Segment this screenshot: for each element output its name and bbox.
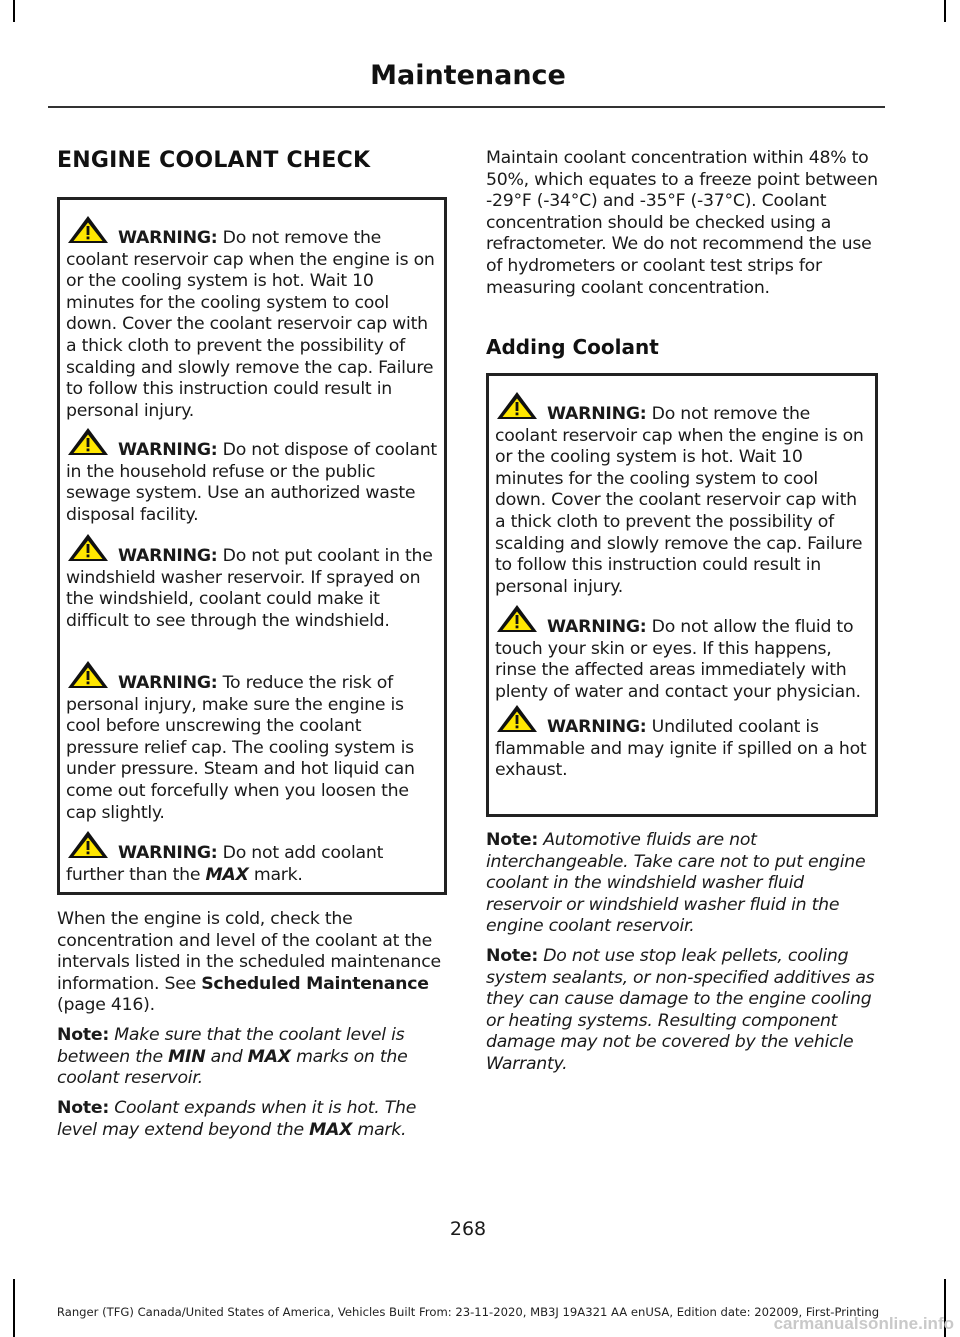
warning-triangle-icon: [66, 532, 110, 563]
page-number: 268: [449, 1218, 487, 1240]
warning-item: [60, 426, 444, 526]
warning-item: [60, 214, 444, 422]
note-text: Make sure that the coolant level is between the: [57, 1025, 405, 1067]
note-text: and: [205, 1046, 248, 1067]
watermark: carmanualsonline.info: [773, 1314, 954, 1333]
warning-triangle-icon: [495, 390, 539, 421]
warning-label: WARNING:: [547, 404, 647, 424]
max-mark-term: MAX: [247, 1046, 291, 1067]
warning-triangle-icon: [66, 659, 110, 690]
warning-item: [489, 390, 875, 598]
page-header-title: Maintenance: [370, 60, 566, 91]
max-mark-term: MAX: [309, 1119, 353, 1140]
note-text: Coolant expands when it is hot. The level may extend beyond the: [57, 1098, 417, 1140]
page-reference: (page 416).: [57, 995, 155, 1016]
scheduled-maintenance-link[interactable]: Scheduled Maintenance: [201, 973, 429, 994]
warning-text: Do not put coolant in the windshield washer reservoir. If sprayed on the windshield, coolant could make it difficult to see through the windshield.: [66, 546, 433, 631]
warning-text: Do not add coolant further than the: [66, 843, 384, 885]
warning-item: [489, 603, 875, 703]
note-stop-leak: [486, 946, 878, 1076]
warning-label: WARNING:: [118, 546, 218, 566]
warning-triangle-icon: [495, 703, 539, 734]
note-text: mark.: [352, 1119, 407, 1140]
warning-item: [60, 659, 444, 824]
min-mark-term: MIN: [168, 1046, 206, 1067]
warning-text: Do not remove the coolant reservoir cap when the engine is on or the cooling system is hot. Wait 10 minutes for the cooling system to cool down. Cover the coolant reservoir cap with a thick cloth to prevent the possibility of scalding and slowly remove the cap. Failure to follow this instruction could result in personal injury.: [66, 228, 435, 421]
warning-box: [57, 197, 447, 895]
chapter-title: ENGINE COOLANT CHECK: [57, 148, 371, 173]
warning-label: WARNING:: [118, 843, 218, 863]
warning-label: WARNING:: [118, 440, 218, 460]
max-mark-term: MAX: [205, 864, 249, 885]
warning-text: To reduce the risk of personal injury, make sure the engine is cool before unscrewing the coolant pressure relief cap. The cooling system is under pressure. Steam and hot liquid can come out forcefully when you loosen the cap slightly.: [66, 673, 415, 823]
header-divider: [48, 106, 885, 108]
warning-label: WARNING:: [547, 617, 647, 637]
warning-text: mark.: [248, 864, 303, 885]
warning-text: Do not remove the coolant reservoir cap when the engine is on or the cooling system is hot. Wait 10 minutes for the cooling system to cool down. Cover the coolant reservoir cap with a thick cloth to prevent the possibility of scalding and slowly remove the cap. Failure to follow this instruction could result in personal injury.: [495, 404, 864, 597]
warning-label: WARNING:: [118, 228, 218, 248]
footer-edition-info: Ranger (TFG) Canada/United States of America, Vehicles Built From: 23-11-2020, MB3J 19A321 AA enUSA, Edition date: 202009, First-Printing: [56, 1305, 880, 1319]
warning-triangle-icon: [66, 426, 110, 457]
warning-triangle-icon: [66, 214, 110, 245]
warning-text: Do not dispose of coolant in the household refuse or the public sewage system. Use an authorized waste disposal facility.: [66, 440, 437, 525]
warning-box: [486, 373, 878, 817]
warning-item: [489, 703, 875, 782]
warning-text: Undiluted coolant is flammable and may ignite if spilled on a hot exhaust.: [495, 717, 867, 781]
warning-item: [60, 532, 444, 632]
note-text: marks on the coolant reservoir.: [57, 1046, 408, 1089]
note-fluids-not-interchangeable: [486, 830, 878, 938]
crop-mark: [13, 0, 15, 22]
note-coolant-expansion: [57, 1098, 447, 1141]
warning-label: WARNING:: [547, 717, 647, 737]
coolant-concentration-paragraph: Maintain coolant concentration within 48% to 50%, which equates to a freeze point between -29°F (-34°C) and -35°F (-37°C). Coolant concentration should be checked using a refractometer. We do not recommend the use of hydrometers or coolant test strips for measuring coolant concentration.: [486, 148, 878, 298]
note-coolant-level: [57, 1025, 447, 1090]
warning-text: Do not allow the fluid to touch your skin or eyes. If this happens, rinse the affected areas immediately with plenty of water and contact your physician.: [495, 617, 861, 702]
note-text: Automotive fluids are not interchangeable. Take care not to put engine coolant in the windshield washer fluid reservoir or windshield washer fluid in the engine coolant reservoir.: [486, 830, 866, 937]
note-label: Note:: [486, 946, 538, 966]
coolant-check-paragraph: [57, 909, 447, 1017]
warning-triangle-icon: [66, 829, 110, 860]
warning-triangle-icon: [495, 603, 539, 634]
note-label: Note:: [486, 830, 538, 850]
note-text: Do not use stop leak pellets, cooling system sealants, or non-specified additives as they can cause damage to the engine cooling or heating systems. Resulting component damage may not be covered by the vehicle Warranty.: [486, 946, 875, 1074]
warning-label: WARNING:: [118, 673, 218, 693]
crop-mark: [944, 0, 946, 22]
warning-item: [60, 829, 444, 886]
section-title-adding-coolant: Adding Coolant: [486, 335, 659, 359]
paragraph-text: When the engine is cold, check the concentration and level of the coolant at the intervals listed in the scheduled maintenance information. See: [57, 909, 441, 994]
note-label: Note:: [57, 1098, 109, 1118]
note-label: Note:: [57, 1025, 109, 1045]
